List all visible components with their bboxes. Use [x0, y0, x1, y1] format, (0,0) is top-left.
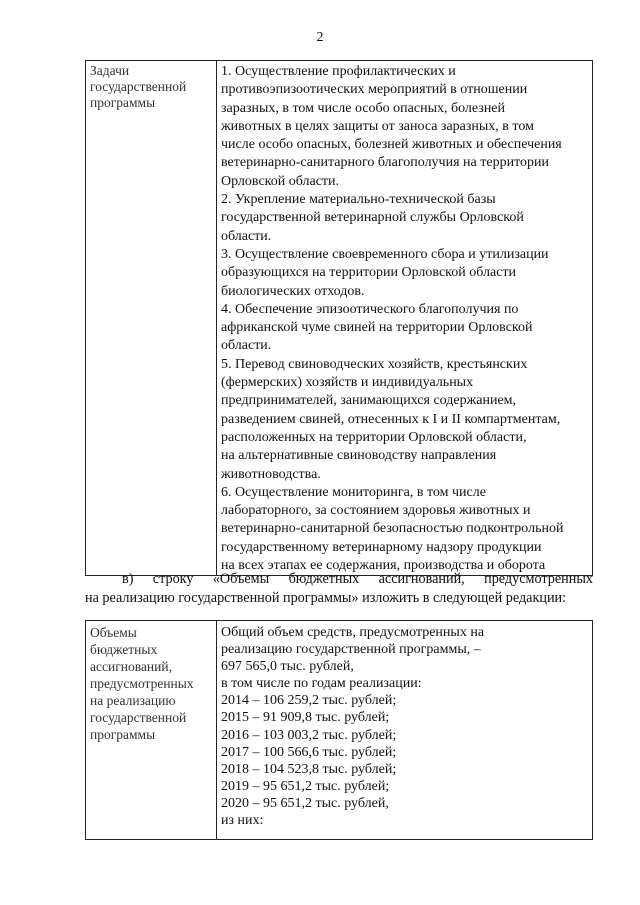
budget-label-line: на реализацию — [90, 693, 176, 708]
budget-line: Общий объем средств, предусмотренных на — [221, 625, 485, 640]
budget-line: в том числе по годам реализации: — [221, 676, 422, 692]
tasks-line: числе особо опасных, болезней животных и обеспечения — [221, 137, 562, 153]
tasks-line: животных в целях защиты от заноса заразных, в том — [221, 118, 534, 134]
tasks-line: лабораторного, за состоянием здоровья животных и — [221, 503, 531, 519]
tasks-line: на альтернативные свиноводству направления — [221, 448, 497, 464]
budget-label-line: Объемы — [90, 625, 137, 640]
tasks-line: государственному ветеринарному надзору продукции — [221, 539, 542, 555]
tasks-line: области. — [221, 228, 272, 244]
budget-content-cell — [217, 621, 593, 840]
tasks-label-line: государственной — [90, 79, 187, 94]
tasks-line: области. — [221, 338, 272, 354]
tasks-line: 4. Обеспечение эпизоотического благополучия по — [221, 301, 519, 317]
tasks-label-line: программы — [90, 95, 156, 110]
tasks-line: предпринимателей, занимающихся содержанием, — [221, 393, 517, 409]
tasks-line: образующихся на территории Орловской области — [221, 265, 517, 281]
budget-line: 2014 – 106 259,2 тыс. рублей; — [221, 693, 397, 709]
tasks-line: животноводства. — [221, 466, 321, 482]
tasks-line: на всех этапах ее содержания, производства и оборота — [221, 558, 546, 574]
tasks-table — [85, 60, 593, 576]
tasks-content-cell — [217, 61, 593, 576]
tasks-line: государственной ветеринарной службы Орловской — [221, 210, 524, 226]
budget-line: из них: — [221, 813, 264, 829]
budget-line: 2016 – 103 003,2 тыс. рублей; — [221, 727, 397, 743]
tasks-line: (фермерских) хозяйств и индивидуальных — [221, 375, 474, 391]
paragraph-line: в) строку «Объемы бюджетных ассигнований, предусмотренных — [122, 571, 593, 587]
budget-line: 2020 – 95 651,2 тыс. рублей, — [221, 795, 389, 811]
tasks-line: разведением свиней, отнесенных к I и II компартментам, — [221, 411, 561, 427]
budget-label-cell — [86, 621, 217, 840]
budget-label-line: государственной — [90, 710, 187, 725]
budget-label-line: ассигнований, — [90, 659, 172, 674]
tasks-line: ветеринарно-санитарной безопасностью подконтрольной — [221, 521, 564, 537]
budget-label-line: предусмотренных — [90, 676, 194, 691]
budget-line: 2017 – 100 566,6 тыс. рублей; — [221, 744, 397, 760]
page-number: 2 — [316, 30, 324, 45]
budget-line: 2019 – 95 651,2 тыс. рублей; — [221, 778, 390, 794]
budget-label-line: бюджетных — [90, 642, 158, 657]
budget-table — [85, 620, 593, 840]
tasks-line: 3. Осуществление своевременного сбора и утилизации — [221, 246, 549, 262]
tasks-line: ветеринарно-санитарного благополучия на территории — [221, 155, 549, 171]
tasks-line: 1. Осуществление профилактических и — [221, 64, 456, 79]
budget-line: 697 565,0 тыс. рублей, — [221, 659, 354, 675]
tasks-line: африканской чуме свиней на территории Орловской — [221, 320, 533, 336]
tasks-line: расположенных на территории Орловской области, — [221, 429, 527, 445]
paragraph-line: на реализацию государственной программы» изложить в следующей редакции: — [85, 590, 567, 606]
tasks-line: Орловской области. — [221, 173, 340, 189]
tasks-label-line: Задачи — [90, 63, 130, 78]
tasks-line: 6. Осуществление мониторинга, в том числе — [221, 484, 486, 500]
tasks-line: заразных, в том числе особо опасных, болезней — [221, 100, 506, 116]
tasks-line: 2. Укрепление материально-технической базы — [221, 192, 496, 208]
amendment-paragraph — [85, 570, 593, 608]
tasks-line: противоэпизоотических мероприятий в отношении — [221, 82, 528, 98]
tasks-line: 5. Перевод свиноводческих хозяйств, крестьянских — [221, 356, 528, 372]
tasks-line: биологических отходов. — [221, 283, 365, 299]
tasks-label-cell — [86, 61, 217, 576]
budget-label-line: программы — [90, 727, 156, 742]
budget-line: 2015 – 91 909,8 тыс. рублей; — [221, 710, 390, 726]
budget-line: реализацию государственной программы, – — [221, 642, 481, 658]
budget-line: 2018 – 104 523,8 тыс. рублей; — [221, 761, 397, 777]
